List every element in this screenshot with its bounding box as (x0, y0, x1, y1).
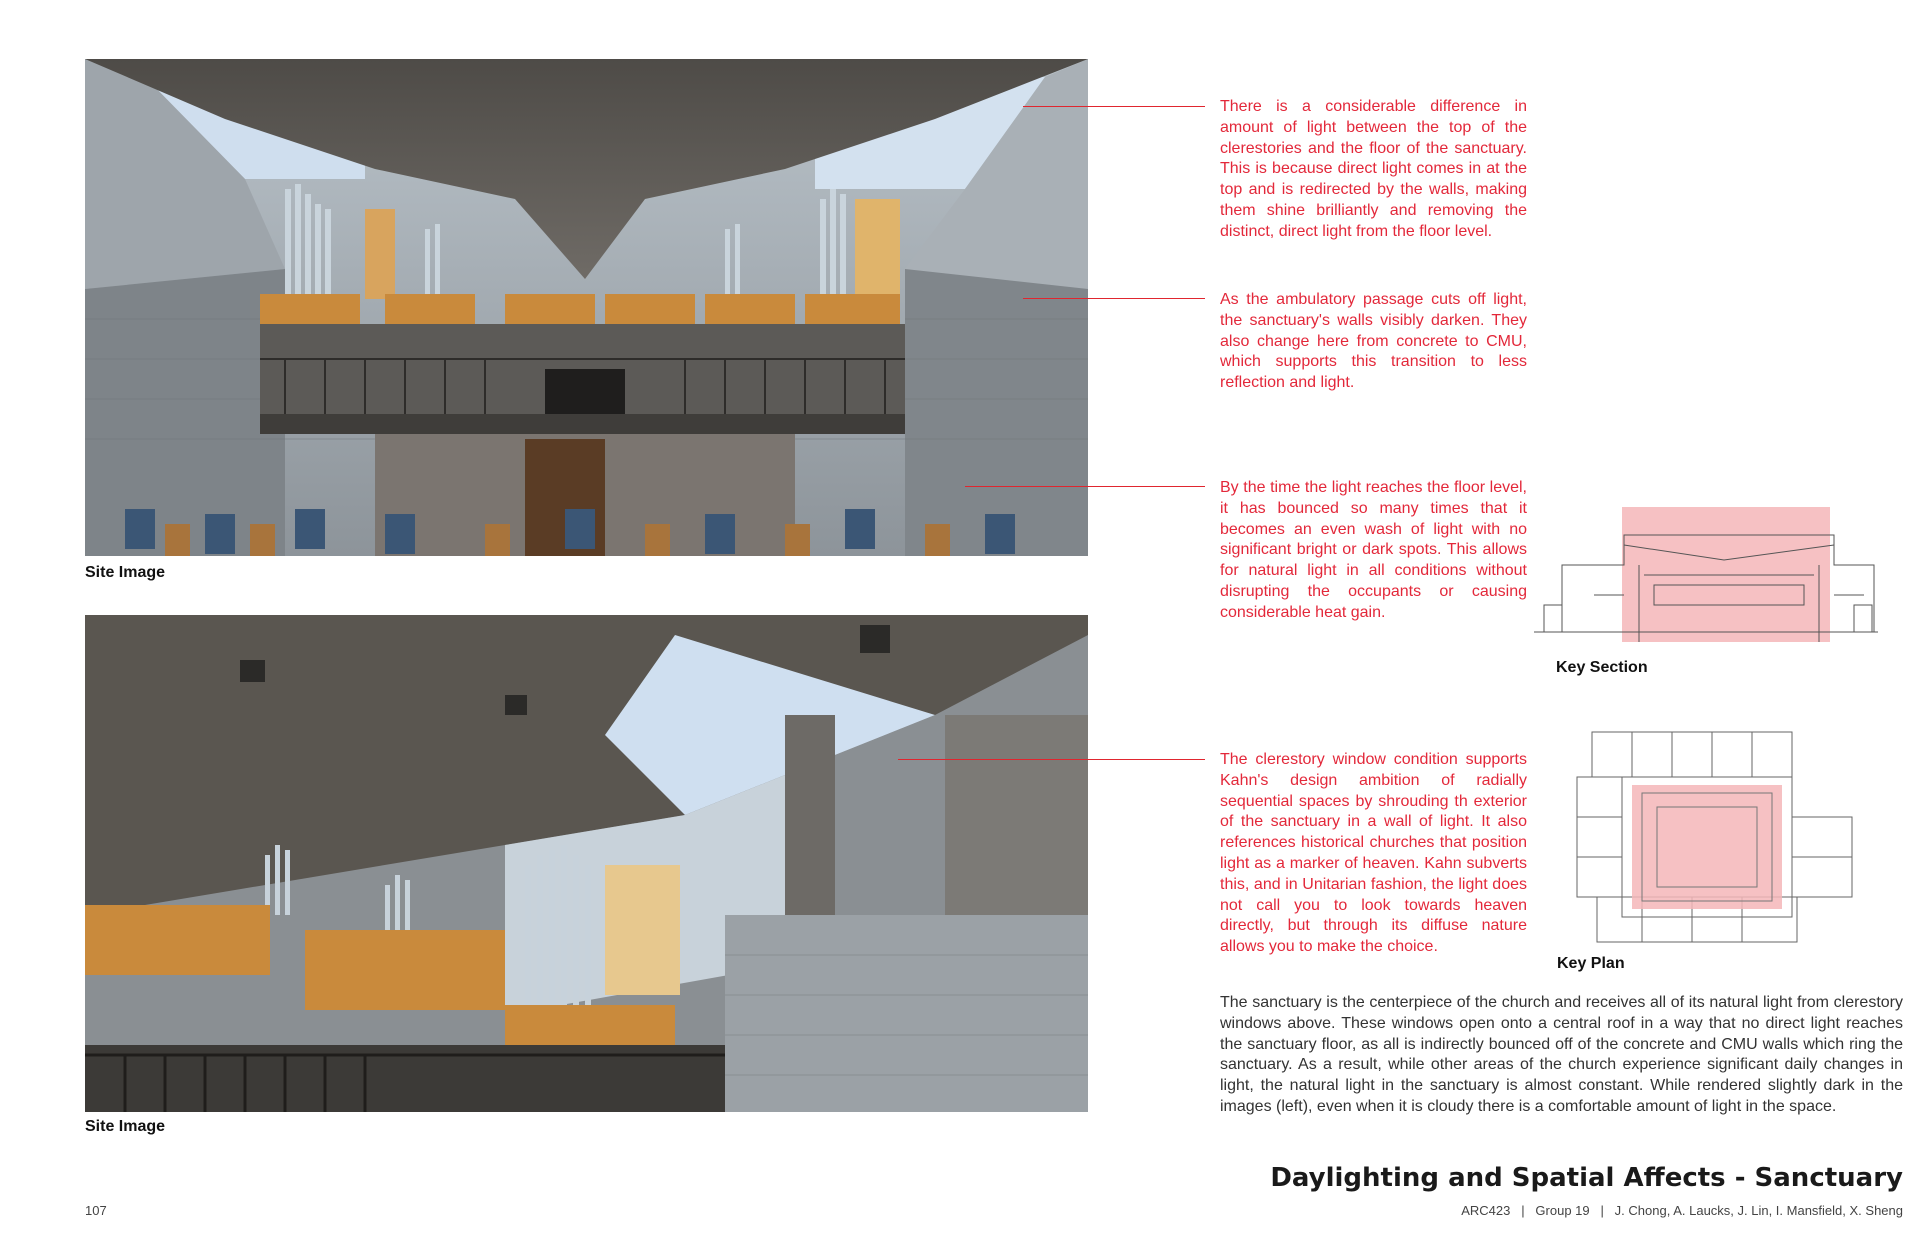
callout-note-ambulatory: As the ambulatory passage cuts off light, the sanctuary's walls visibly darken. They also change here from concrete to CMU, which supports this transition to less reflection and light. (1220, 291, 1527, 392)
callout-note-floor-light: By the time the light reaches the floor level, it has bounced so many times that it becomes an even wash of light with no significant bright or dark spots. This allows for natural light in all conditions without disrupting the occupants or causing considerable heat gain. (1220, 479, 1527, 621)
page-number: 107 (85, 1203, 107, 1218)
site-image-sanctuary-balcony (85, 59, 1088, 556)
key-section-drawing (1534, 505, 1878, 645)
key-plan-label: Key Plan (1557, 955, 1625, 972)
summary-paragraph: The sanctuary is the centerpiece of the church and receives all of its natural light from clerestory windows above. These windows open onto a central roof in a way that no direct light reaches the sanctuary floor, as all is indirectly bounced off of the concrete and CMU walls which ring the sanctuary. As a result, while other areas of the church experience significant daily changes in light, the natural light in the sanctuary is almost constant. While rendered slightly dark in the images (left), even when it is cloudy there is a comfortable amount of light in the space. (1220, 994, 1903, 1115)
footer-credits: ARC423 | Group 19 | J. Chong, A. Laucks, J. Lin, I. Mansfield, X. Sheng (1461, 1203, 1903, 1218)
callout-leader-line (898, 759, 1205, 760)
site-image-caption: Site Image (85, 1118, 166, 1135)
callout-note-kahn-design: The clerestory window condition supports Kahn's design ambition of radially sequential spaces by shrouding th exterior of the sanctuary in a wall of light. It also references historical churches that position light as a marker of heaven. Kahn subverts this, and in Unitarian fashion, the light does not call you to look towards heaven directly, but through its diffuse nature allows you to make the choice. (1220, 751, 1527, 956)
site-image-caption: Site Image (85, 564, 166, 581)
callout-leader-line (1023, 298, 1205, 299)
site-image-clerestory (85, 615, 1088, 1112)
callout-leader-line (965, 486, 1205, 487)
callout-leader-line (1023, 106, 1205, 107)
key-plan-drawing (1572, 727, 1862, 947)
page-title: Daylighting and Spatial Affects - Sanctuary (1270, 1163, 1903, 1193)
callout-note-clerestory-light: There is a considerable difference in amount of light between the top of the clerestories and the floor of the sanctuary. This is because direct light comes in at the top and is redirected by the walls, making them shine brilliantly and removing the distinct, direct light from the floor level. (1220, 98, 1527, 240)
key-section-label: Key Section (1556, 659, 1648, 676)
